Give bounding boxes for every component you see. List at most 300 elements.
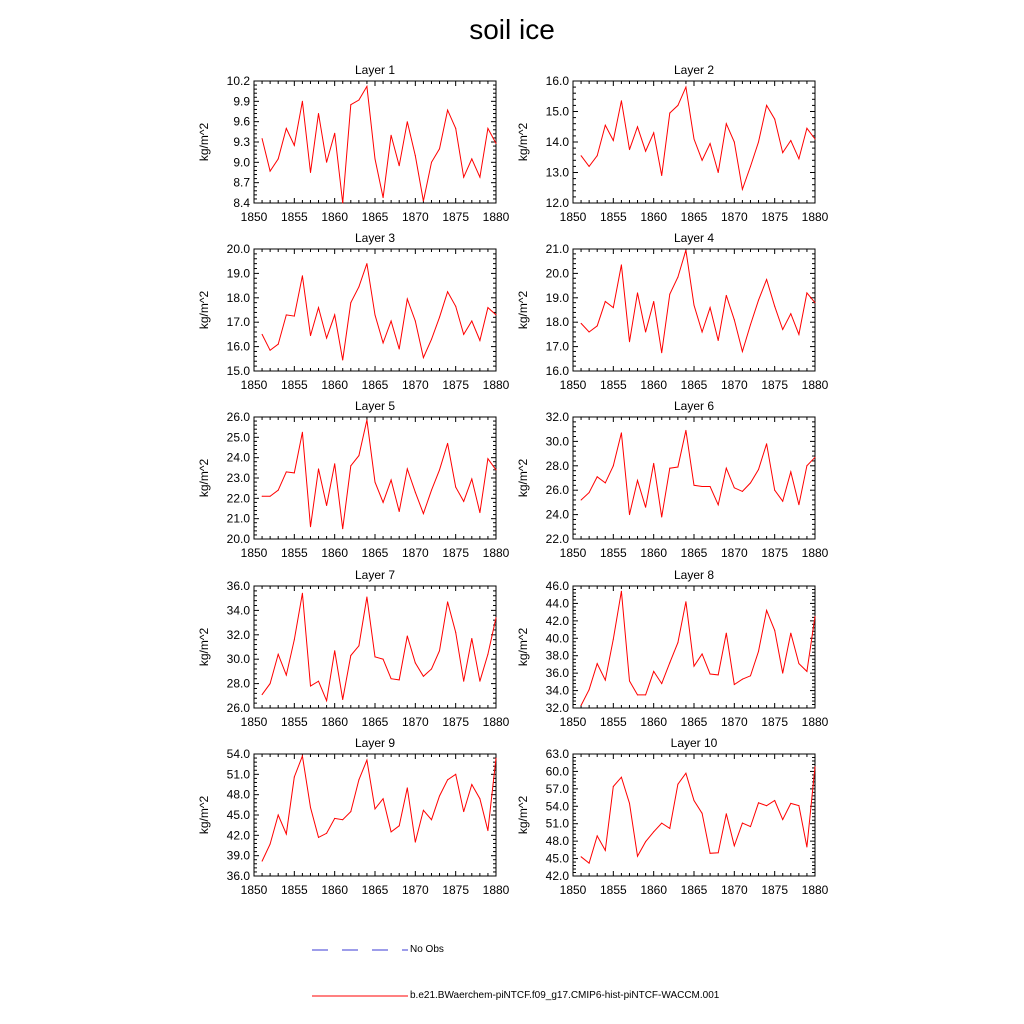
x-tick-label: 1855 [280, 378, 308, 392]
data-point [806, 671, 807, 672]
y-tick-label: 38.0 [545, 648, 569, 663]
data-point [407, 121, 408, 122]
y-tick-label: 26.0 [226, 410, 250, 424]
data-point [653, 831, 654, 832]
y-tick-label: 18.0 [545, 315, 569, 330]
data-point [734, 487, 735, 488]
data-point [286, 314, 287, 315]
data-point [407, 636, 408, 637]
y-tick-label: 16.0 [226, 339, 250, 354]
data-point [487, 654, 488, 655]
y-tick-label: 8.4 [233, 196, 250, 210]
data-point [758, 802, 759, 803]
data-point [366, 760, 367, 761]
data-point [262, 861, 263, 862]
data-point [694, 305, 695, 306]
data-point [366, 420, 367, 421]
data-point [270, 683, 271, 684]
data-point [334, 133, 335, 134]
data-point [790, 140, 791, 141]
y-tick-label: 45.0 [545, 851, 569, 866]
data-point [685, 601, 686, 602]
data-point [710, 307, 711, 308]
y-tick-label: 36.0 [545, 666, 569, 681]
data-point [597, 663, 598, 664]
data-point [645, 151, 646, 152]
y-tick-label: 32.0 [226, 627, 250, 642]
data-point [294, 145, 295, 146]
data-point [407, 468, 408, 469]
x-tick-label: 1865 [361, 715, 389, 729]
data-point [302, 756, 303, 757]
data-point [423, 513, 424, 514]
y-tick-label: 63.0 [545, 747, 569, 761]
data-point [310, 172, 311, 173]
data-point [710, 674, 711, 675]
data-point [455, 306, 456, 307]
panel-title: Layer 4 [673, 231, 715, 245]
series-line [262, 264, 496, 360]
data-point [742, 679, 743, 680]
data-point [407, 787, 408, 788]
data-point [423, 201, 424, 202]
data-point [439, 796, 440, 797]
data-point [278, 344, 279, 345]
series-line [262, 420, 496, 529]
data-point [758, 469, 759, 470]
x-tick-label: 1870 [720, 715, 748, 729]
x-tick-label: 1865 [680, 715, 708, 729]
data-point [702, 332, 703, 333]
x-tick-label: 1860 [321, 883, 349, 897]
data-point [710, 486, 711, 487]
data-point [774, 306, 775, 307]
data-point [645, 694, 646, 695]
panel-layer-1 [197, 63, 510, 224]
data-point [358, 645, 359, 646]
data-point [637, 126, 638, 127]
data-point [487, 128, 488, 129]
data-point [637, 856, 638, 857]
data-point [270, 171, 271, 172]
x-tick-label: 1865 [680, 546, 708, 560]
data-point [262, 496, 263, 497]
data-point [694, 139, 695, 140]
x-tick-label: 1870 [401, 546, 429, 560]
y-tick-label: 45.0 [226, 808, 250, 822]
data-point [350, 655, 351, 656]
x-tick-label: 1850 [559, 378, 587, 392]
panel-layer-9 [197, 736, 510, 897]
data-point [270, 844, 271, 845]
data-point [815, 457, 816, 458]
x-tick-label: 1875 [761, 715, 789, 729]
y-tick-label: 12.0 [545, 196, 569, 210]
data-point [669, 294, 670, 295]
data-point [726, 468, 727, 469]
x-tick-label: 1865 [361, 378, 389, 392]
y-tick-label: 23.0 [226, 471, 250, 485]
y-tick-label: 36.0 [226, 869, 250, 883]
data-point [621, 264, 622, 265]
data-point [613, 307, 614, 308]
data-point [342, 203, 343, 204]
data-point [375, 158, 376, 159]
data-point [366, 86, 367, 87]
data-point [366, 263, 367, 264]
data-point [685, 773, 686, 774]
data-point [589, 689, 590, 690]
y-tick-label: 36.0 [226, 579, 250, 593]
y-tick-label: 28.0 [226, 676, 250, 691]
data-point [447, 443, 448, 444]
data-point [669, 468, 670, 469]
data-point [613, 465, 614, 466]
data-point [718, 172, 719, 173]
y-axis-label: kg/m^2 [516, 122, 530, 162]
y-tick-label: 28.0 [545, 458, 569, 473]
plot-frame [573, 586, 815, 708]
panel-title: Layer 5 [354, 399, 396, 413]
data-point [637, 480, 638, 481]
x-tick-label: 1850 [240, 883, 268, 897]
data-point [423, 676, 424, 677]
data-point [710, 143, 711, 144]
y-tick-label: 16.0 [545, 74, 569, 88]
data-point [310, 335, 311, 336]
data-point [326, 162, 327, 163]
x-tick-label: 1850 [240, 378, 268, 392]
data-point [685, 250, 686, 251]
data-point [447, 779, 448, 780]
data-point [270, 350, 271, 351]
data-point [431, 669, 432, 670]
x-tick-label: 1865 [680, 883, 708, 897]
data-point [431, 339, 432, 340]
data-point [629, 341, 630, 342]
plot-frame [254, 586, 496, 708]
data-point [358, 455, 359, 456]
data-point [278, 490, 279, 491]
data-point [383, 197, 384, 198]
data-point [581, 155, 582, 156]
y-tick-label: 19.0 [545, 290, 569, 305]
panel-layer-8 [516, 568, 829, 729]
data-point [613, 639, 614, 640]
data-point [685, 87, 686, 88]
data-point [774, 630, 775, 631]
data-point [750, 826, 751, 827]
data-point [726, 813, 727, 814]
data-point [487, 458, 488, 459]
x-tick-label: 1875 [761, 210, 789, 224]
data-point [447, 601, 448, 602]
x-tick-label: 1880 [801, 715, 829, 729]
x-tick-label: 1870 [401, 210, 429, 224]
data-point [766, 279, 767, 280]
data-point [278, 158, 279, 159]
data-point [463, 177, 464, 178]
panel-layer-10 [516, 736, 829, 897]
x-tick-label: 1855 [280, 715, 308, 729]
data-point [782, 152, 783, 153]
data-point [734, 845, 735, 846]
x-tick-label: 1880 [482, 546, 510, 560]
data-point [270, 496, 271, 497]
y-tick-label: 21.0 [226, 511, 250, 526]
series-line [262, 86, 496, 203]
y-tick-label: 44.0 [545, 596, 569, 611]
data-point [597, 835, 598, 836]
data-point [605, 301, 606, 302]
data-point [677, 784, 678, 785]
data-point [391, 321, 392, 322]
x-tick-label: 1860 [321, 546, 349, 560]
data-point [629, 514, 630, 515]
data-point [455, 632, 456, 633]
data-point [415, 492, 416, 493]
data-point [334, 314, 335, 315]
data-point [479, 177, 480, 178]
y-tick-label: 16.0 [545, 364, 569, 378]
panel-title: Layer 9 [354, 736, 396, 750]
y-axis-label: kg/m^2 [197, 290, 211, 330]
data-point [455, 774, 456, 775]
data-point [262, 138, 263, 139]
y-tick-label: 46.0 [545, 579, 569, 593]
data-point [439, 148, 440, 149]
x-tick-label: 1850 [559, 210, 587, 224]
data-point [806, 292, 807, 293]
y-tick-label: 25.0 [226, 430, 250, 445]
data-point [613, 140, 614, 141]
data-point [391, 135, 392, 136]
data-point [342, 819, 343, 820]
data-point [581, 323, 582, 324]
series-line [581, 591, 815, 705]
data-point [742, 189, 743, 190]
data-point [479, 681, 480, 682]
data-point [496, 758, 497, 759]
y-tick-label: 32.0 [545, 410, 569, 424]
data-point [645, 841, 646, 842]
plot-frame [254, 249, 496, 371]
data-point [350, 104, 351, 105]
data-point [734, 684, 735, 685]
series-line [262, 593, 496, 700]
data-point [471, 321, 472, 322]
y-axis-label: kg/m^2 [197, 458, 211, 498]
x-tick-label: 1855 [599, 546, 627, 560]
data-point [798, 805, 799, 806]
y-tick-label: 48.0 [545, 834, 569, 849]
data-point [399, 825, 400, 826]
data-point [383, 342, 384, 343]
data-point [399, 511, 400, 512]
data-point [286, 675, 287, 676]
y-tick-label: 15.0 [545, 104, 569, 119]
panel-layer-4 [516, 231, 829, 392]
data-point [581, 856, 582, 857]
y-tick-label: 9.3 [233, 135, 250, 149]
panel-layer-7 [197, 568, 510, 729]
x-tick-label: 1880 [482, 378, 510, 392]
data-point [685, 430, 686, 431]
y-tick-label: 34.0 [545, 683, 569, 698]
data-point [383, 502, 384, 503]
x-tick-label: 1850 [240, 715, 268, 729]
data-point [637, 694, 638, 695]
data-point [702, 813, 703, 814]
data-point [342, 528, 343, 529]
data-point [790, 313, 791, 314]
data-point [318, 113, 319, 114]
data-point [391, 480, 392, 481]
data-point [653, 463, 654, 464]
data-point [645, 332, 646, 333]
data-point [589, 332, 590, 333]
data-point [391, 831, 392, 832]
data-point [334, 818, 335, 819]
data-point [399, 165, 400, 166]
data-point [653, 671, 654, 672]
y-tick-label: 8.7 [233, 175, 250, 190]
y-axis-label: kg/m^2 [197, 627, 211, 667]
legend-model-label: b.e21.BWaerchem-piNTCF.f09_g17.CMIP6-hist-piNTCF-WACCM.001 [410, 990, 720, 1001]
panel-title: Layer 6 [673, 399, 715, 413]
plot-frame [254, 754, 496, 876]
x-tick-label: 1855 [599, 715, 627, 729]
data-point [718, 340, 719, 341]
data-point [815, 766, 816, 767]
data-point [262, 334, 263, 335]
y-tick-label: 32.0 [545, 701, 569, 715]
legend-no-obs-label: No Obs [410, 944, 444, 955]
data-point [310, 686, 311, 687]
data-point [375, 656, 376, 657]
data-point [431, 819, 432, 820]
x-tick-label: 1865 [361, 883, 389, 897]
x-tick-label: 1865 [361, 546, 389, 560]
data-point [750, 166, 751, 167]
x-tick-label: 1875 [761, 378, 789, 392]
data-point [694, 666, 695, 667]
panel-title: Layer 8 [673, 568, 715, 582]
data-point [318, 837, 319, 838]
data-point [496, 617, 497, 618]
y-axis-label: kg/m^2 [516, 795, 530, 835]
y-tick-label: 42.0 [545, 613, 569, 628]
y-tick-label: 42.0 [545, 869, 569, 883]
data-point [629, 149, 630, 150]
data-point [383, 659, 384, 660]
data-point [726, 295, 727, 296]
panel-layer-6 [516, 399, 829, 560]
y-tick-label: 60.0 [545, 764, 569, 779]
data-point [742, 491, 743, 492]
data-point [423, 810, 424, 811]
data-point [375, 482, 376, 483]
series-line [262, 756, 496, 861]
y-tick-label: 39.0 [226, 848, 250, 863]
data-point [302, 593, 303, 594]
x-tick-label: 1850 [240, 546, 268, 560]
data-point [399, 349, 400, 350]
x-tick-label: 1850 [559, 715, 587, 729]
x-tick-label: 1870 [401, 883, 429, 897]
x-tick-label: 1850 [240, 210, 268, 224]
data-point [661, 175, 662, 176]
data-point [278, 654, 279, 655]
x-tick-label: 1870 [401, 378, 429, 392]
data-point [702, 160, 703, 161]
y-axis-label: kg/m^2 [516, 627, 530, 667]
data-point [342, 699, 343, 700]
x-tick-label: 1875 [442, 715, 470, 729]
plot-frame [254, 417, 496, 539]
data-point [326, 700, 327, 701]
y-tick-label: 20.0 [226, 242, 250, 256]
data-point [581, 500, 582, 501]
data-point [750, 675, 751, 676]
x-tick-label: 1870 [720, 883, 748, 897]
data-point [487, 830, 488, 831]
x-tick-label: 1880 [801, 883, 829, 897]
y-tick-label: 48.0 [226, 787, 250, 802]
x-tick-label: 1855 [280, 546, 308, 560]
x-tick-label: 1875 [761, 546, 789, 560]
y-axis-label: kg/m^2 [516, 290, 530, 330]
data-point [294, 316, 295, 317]
panel-layer-2 [516, 63, 829, 224]
panel-title: Layer 2 [673, 63, 715, 77]
data-point [815, 139, 816, 140]
data-point [415, 842, 416, 843]
data-point [286, 128, 287, 129]
data-point [463, 681, 464, 682]
data-point [455, 487, 456, 488]
data-point [326, 833, 327, 834]
data-point [766, 105, 767, 106]
y-tick-label: 22.0 [545, 532, 569, 546]
data-point [334, 463, 335, 464]
panel-title: Layer 10 [670, 736, 718, 750]
y-tick-label: 51.0 [226, 767, 250, 782]
y-tick-label: 34.0 [226, 603, 250, 618]
data-point [782, 819, 783, 820]
x-tick-label: 1855 [599, 883, 627, 897]
data-point [806, 128, 807, 129]
data-point [782, 501, 783, 502]
plot-frame [573, 81, 815, 203]
data-point [726, 123, 727, 124]
data-point [790, 633, 791, 634]
data-point [415, 662, 416, 663]
x-tick-label: 1855 [599, 378, 627, 392]
data-point [407, 299, 408, 300]
x-tick-label: 1860 [640, 378, 668, 392]
x-tick-label: 1865 [680, 210, 708, 224]
data-point [423, 357, 424, 358]
data-point [669, 828, 670, 829]
data-point [702, 654, 703, 655]
data-point [597, 325, 598, 326]
data-point [310, 807, 311, 808]
data-point [496, 314, 497, 315]
plot-frame [573, 249, 815, 371]
data-point [718, 504, 719, 505]
panel-layer-5 [197, 399, 510, 560]
